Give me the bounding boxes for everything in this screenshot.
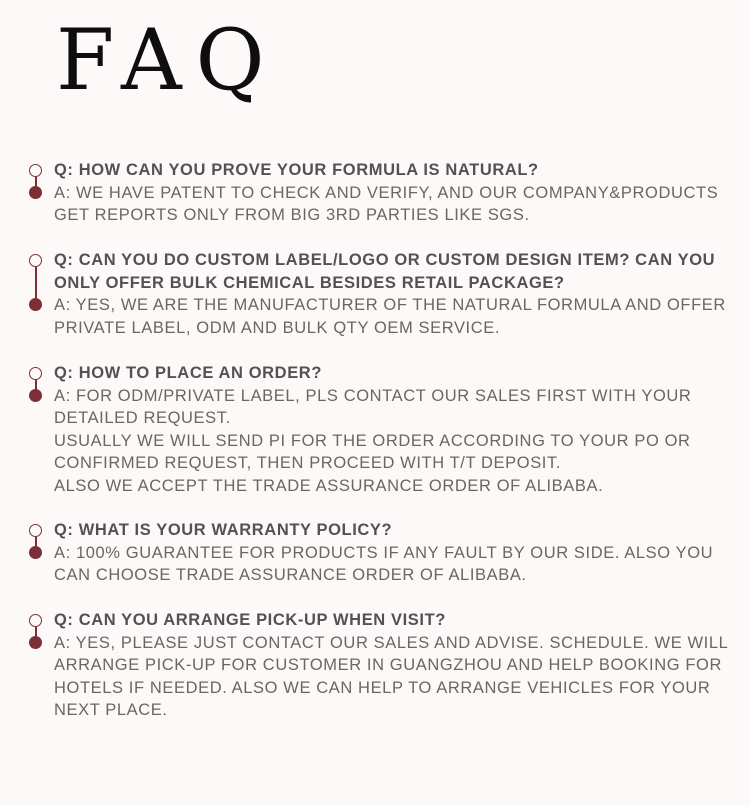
faq-question: Q: CAN YOU DO CUSTOM LABEL/LOGO OR CUSTOM DESIGN ITEM? CAN YOU ONLY OFFER BULK CHEMICAL BESIDES RETAIL PACKAGE? bbox=[54, 251, 716, 292]
answer-marker-icon bbox=[29, 298, 42, 311]
answer-marker-icon bbox=[29, 389, 42, 402]
faq-text bbox=[54, 249, 734, 339]
faq-answer: A: FOR ODM/PRIVATE LABEL, PLS CONTACT OUR SALES FIRST WITH YOUR DETAILED REQUEST. bbox=[54, 386, 692, 427]
faq-text bbox=[54, 519, 734, 587]
faq-answer: USUALLY WE WILL SEND PI FOR THE ORDER ACCORDING TO YOUR PO OR CONFIRMED REQUEST, THEN PROCEED WITH T/T DEPOSIT. bbox=[54, 431, 691, 472]
faq-question: Q: HOW TO PLACE AN ORDER? bbox=[54, 364, 322, 382]
faq-text bbox=[54, 159, 734, 227]
question-marker-icon bbox=[29, 524, 42, 537]
faq-question: Q: HOW CAN YOU PROVE YOUR FORMULA IS NATURAL? bbox=[54, 161, 539, 179]
question-marker-icon bbox=[29, 164, 42, 177]
faq-question: Q: CAN YOU ARRANGE PICK-UP WHEN VISIT? bbox=[54, 611, 446, 629]
question-marker-icon bbox=[29, 367, 42, 380]
faq-answer: A: YES, PLEASE JUST CONTACT OUR SALES AND ADVISE. SCHEDULE. WE WILL ARRANGE PICK-UP FOR CUSTOMER IN GUANGZHOU AND HELP BOOKING FOR HOTELS IF NEEDED. ALSO WE CAN HELP TO ARRANGE VEHICLES FOR YOUR NEXT PLACE. bbox=[54, 633, 728, 719]
question-marker-icon bbox=[29, 254, 42, 267]
faq-question: Q: WHAT IS YOUR WARRANTY POLICY? bbox=[54, 521, 393, 539]
page-title: FAQ bbox=[56, 11, 279, 109]
faq-answer: A: WE HAVE PATENT TO CHECK AND VERIFY, AND OUR COMPANY&PRODUCTS GET REPORTS ONLY FROM BIG 3RD PARTIES LIKE SGS. bbox=[54, 183, 719, 224]
faq-text bbox=[54, 362, 734, 497]
faq-answer: ALSO WE ACCEPT THE TRADE ASSURANCE ORDER OF ALIBABA. bbox=[54, 476, 604, 495]
faq-text bbox=[54, 609, 734, 722]
answer-marker-icon bbox=[29, 186, 42, 199]
answer-marker-icon bbox=[29, 636, 42, 649]
faq-answer: A: 100% GUARANTEE FOR PRODUCTS IF ANY FAULT BY OUR SIDE. ALSO YOU CAN CHOOSE TRADE ASSURANCE ORDER OF ALIBABA. bbox=[54, 543, 714, 584]
answer-marker-icon bbox=[29, 546, 42, 559]
faq-answer: A: YES, WE ARE THE MANUFACTURER OF THE NATURAL FORMULA AND OFFER PRIVATE LABEL, ODM AND BULK QTY OEM SERVICE. bbox=[54, 296, 726, 337]
question-marker-icon bbox=[29, 614, 42, 627]
